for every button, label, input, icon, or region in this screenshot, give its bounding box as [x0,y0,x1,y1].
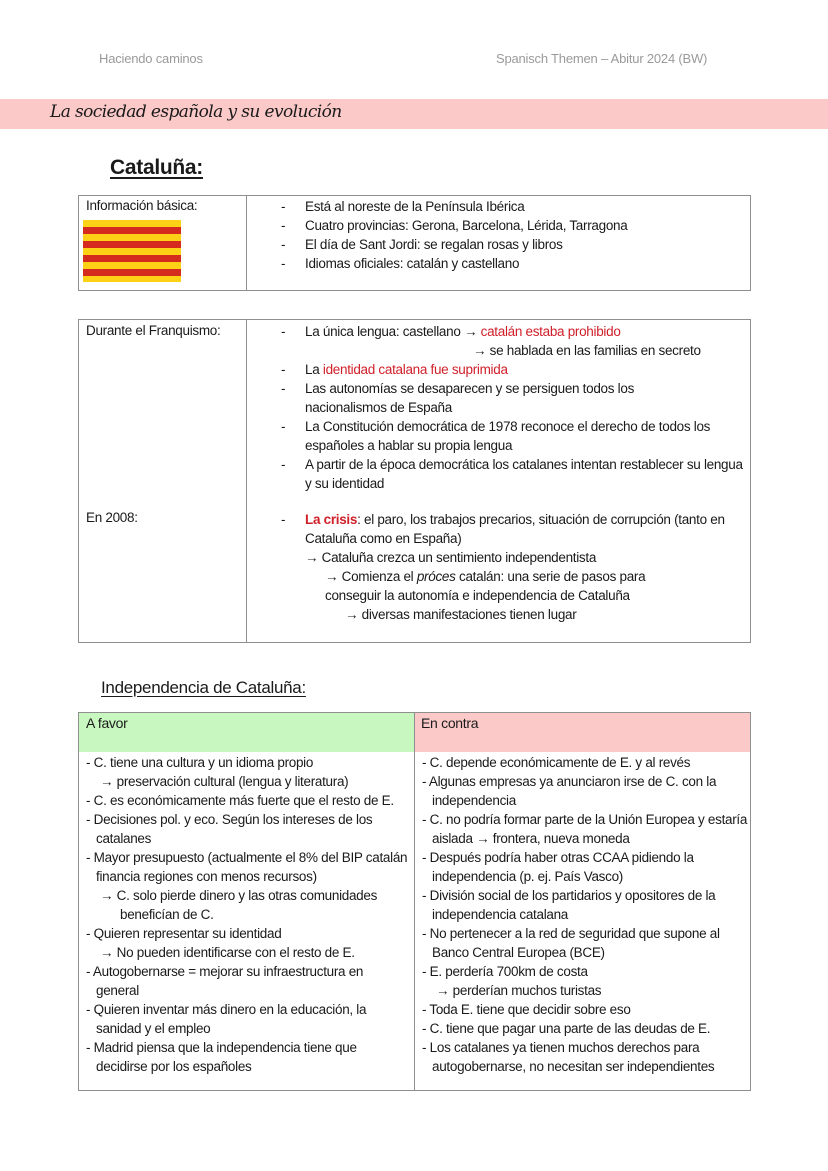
list-item: - Algunas empresas ya anunciaron irse de C. con la independencia [422,774,717,808]
list-item: - No pertenecer a la red de seguridad que supone al Banco Central Europea (BCE) [422,926,720,960]
franquismo-list [279,322,744,493]
list-item: - E. perdería 700km de costa [422,964,588,979]
list-item: - Después podría haber otras CCAA pidiendo la independencia (p. ej. País Vasco) [422,850,694,884]
list-item: → C. solo pierde dinero y las otras comunidades beneficían de C. [100,888,378,922]
info-label: Información básica: [86,198,198,213]
list-item: - División social de los partidarios y opositores de la independencia catalana [422,888,716,922]
catalonia-flag-icon [83,220,181,282]
year-2008-list [279,510,744,624]
list-item: - A partir de la época democrática los catalanes intentan restablecer su lengua y su identidad [281,457,743,491]
info-list [279,197,744,273]
info-label-cell [79,196,247,290]
column-divider [414,713,415,1090]
list-item: - Cuatro provincias: Gerona, Barcelona, Lérida, Tarragona [281,218,628,233]
list-item: - Toda E. tiene que decidir sobre eso [422,1002,631,1017]
list-item: → No pueden identificarse con el resto de E. [100,945,355,960]
independence-table [78,712,751,1091]
franquismo-label: Durante el Franquismo: [86,323,221,338]
list-item: → Comienza el próces catalán: una serie de pasos para conseguir la autonomía e independencia de Cataluña [325,569,646,603]
contra-header: En contra [421,715,479,731]
contra-list [422,753,748,1076]
history-box [78,319,751,643]
favor-header-cell [79,713,414,752]
list-item: - El día de Sant Jordi: se regalan rosas y libros [281,237,563,252]
page-header-right: Spanisch Themen – Abitur 2024 (BW) [496,51,708,66]
banner-title: La sociedad española y su evolución [50,102,342,122]
list-item: - C. depende económicamente de E. y al revés [422,755,691,770]
list-item: → preservación cultural (lengua y literatura) [100,774,349,789]
list-item: - Idiomas oficiales: catalán y castellano [281,256,520,271]
info-box [78,195,751,291]
list-item: - La Constitución democrática de 1978 reconoce el derecho de todos los españoles a hablar su propia lengua [281,419,711,453]
favor-list [86,753,408,1076]
list-item: - La crisis: el paro, los trabajos precarios, situación de corrupción (tanto en Cataluña como en España) [281,512,725,546]
list-item: - C. no podría formar parte de la Unión Europea y estaría aislada → frontera, nueva moneda [422,812,748,846]
list-item: - Quieren representar su identidad [86,926,282,941]
list-item: - La única lengua: castellano → catalán estaba prohibido [281,324,621,339]
list-item: - Decisiones pol. y eco. Según los intereses de los catalanes [86,812,373,846]
list-item: - La identidad catalana fue suprimida [281,362,508,377]
list-item: - C. tiene que pagar una parte de las deudas de E. [422,1021,711,1036]
list-item: - Está al noreste de la Península Ibérica [281,199,525,214]
list-item: - Quieren inventar más dinero en la educación, la sanidad y el empleo [86,1002,367,1036]
list-item: → Cataluña crezca un sentimiento independentista [305,550,597,565]
independence-title: Independencia de Cataluña: [101,678,306,697]
list-item: - C. tiene una cultura y un idioma propio [86,755,314,770]
favor-header: A favor [86,715,128,731]
list-item: → perderían muchos turistas [436,983,602,998]
list-item: - Los catalanes ya tienen muchos derechos para autogobernarse, no necesitan ser independientes [422,1040,715,1074]
page-header-left: Haciendo caminos [99,51,203,66]
list-item: → diversas manifestaciones tienen lugar [345,607,577,622]
page-title-text: Cataluña: [110,156,203,179]
history-label-cell [79,320,247,642]
list-item: → se hablada en las familias en secreto [473,343,701,358]
page-title [100,156,203,180]
list-item: - Mayor presupuesto (actualmente el 8% del BIP catalán financia regiones con menos recursos) [86,850,408,884]
year-2008-label: En 2008: [86,510,138,525]
list-item: - Autogobernarse = mejorar su infraestructura en general [86,964,364,998]
list-item: - Las autonomías se desaparecen y se persiguen todos los nacionalismos de España [281,381,635,415]
contra-header-cell [414,713,750,752]
list-item: - C. es económicamente más fuerte que el resto de E. [86,793,394,808]
list-item: - Madrid piensa que la independencia tiene que decidirse por los españoles [86,1040,357,1074]
